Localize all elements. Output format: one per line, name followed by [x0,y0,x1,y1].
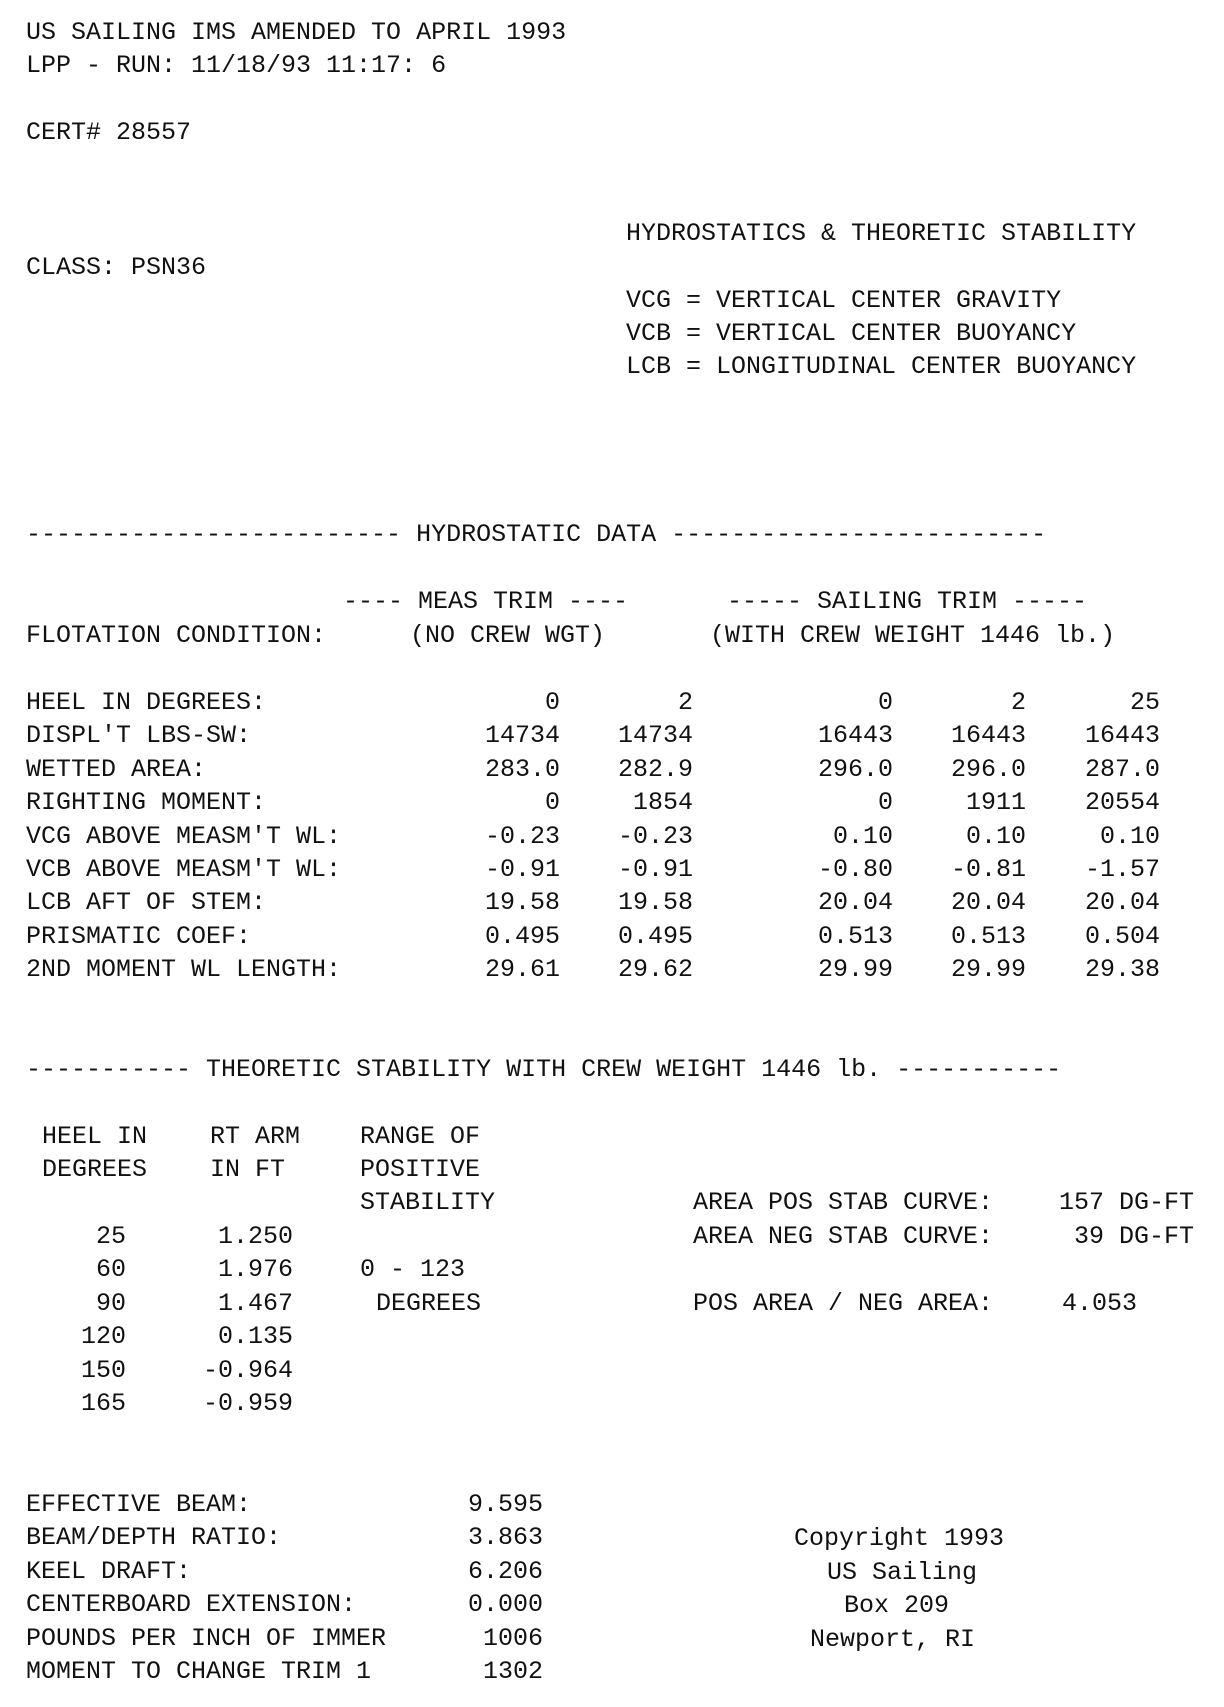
hydro-row-label: VCG ABOVE MEASM'T WL: [26,822,342,851]
ratio-value: 4.053 [1062,1289,1138,1318]
hydro-row-label: WETTED AREA: [26,755,207,784]
hydro-cell: 1854 [632,788,693,817]
stability-arm-cell: -0.964 [202,1356,293,1385]
hydro-cell: -0.80 [817,855,893,884]
meas-trim-header: ---- MEAS TRIM ---- [343,587,629,616]
hydro-row-label: 2ND MOMENT WL LENGTH: [26,955,342,984]
misc-label: BEAM/DEPTH RATIO: [26,1523,282,1552]
range-unit: DEGREES [376,1289,482,1318]
area-pos-label: AREA POS STAB CURVE: [693,1188,994,1217]
misc-label: EFFECTIVE BEAM: [26,1490,252,1519]
area-pos-value: 157 DG-FT [1058,1188,1194,1217]
hydro-cell: 29.99 [817,955,893,984]
hydro-cell: 0.513 [817,922,893,951]
arm-header-2: IN FT [210,1155,286,1184]
legend-vcb: VCB = VERTICAL CENTER BUOYANCY [626,319,1077,348]
stability-heel-cell: 150 [80,1356,126,1385]
flotation-label: FLOTATION CONDITION: [26,621,327,650]
legend-vcg: VCG = VERTICAL CENTER GRAVITY [626,286,1062,315]
misc-label: CENTERBOARD EXTENSION: [26,1590,357,1619]
legend-lcb: LCB = LONGITUDINAL CENTER BUOYANCY [626,352,1137,381]
misc-value: 0.000 [467,1590,543,1619]
area-neg-label: AREA NEG STAB CURVE: [693,1222,994,1251]
hydro-cell: 20.04 [817,888,893,917]
hydro-cell: -0.23 [617,822,693,851]
hydro-cell: 20.04 [950,888,1026,917]
misc-label: POUNDS PER INCH OF IMMER [26,1624,387,1653]
hydro-section-title: ------------------------- HYDROSTATIC DATA ------------------------- [26,520,1047,549]
stability-arm-cell: 1.976 [217,1255,293,1284]
hydro-row-label: PRISMATIC COEF: [26,922,252,951]
hydro-cell: 0.495 [617,922,693,951]
hydro-cell: 296.0 [950,755,1026,784]
stability-arm-cell: 1.467 [217,1289,293,1318]
hydro-row-label: HEEL IN DEGREES: [26,688,267,717]
stability-arm-cell: 1.250 [217,1222,293,1251]
hydro-cell: 0 [877,788,893,817]
misc-label: MOMENT TO CHANGE TRIM 1 [26,1657,372,1686]
copyright-line: Copyright 1993 [794,1524,1005,1553]
with-crew-label: (WITH CREW WEIGHT 1446 lb.) [710,621,1116,650]
misc-value: 1302 [482,1657,543,1686]
no-crew-label: (NO CREW WGT) [410,621,606,650]
hydro-cell: 16443 [817,721,893,750]
hydro-cell: 16443 [1084,721,1160,750]
hydro-cell: -0.23 [484,822,560,851]
class-label: CLASS: PSN36 [26,253,207,282]
hydro-cell: 0.10 [965,822,1026,851]
misc-value: 6.206 [467,1557,543,1586]
hydro-cell: 16443 [950,721,1026,750]
hydro-row-label: VCB ABOVE MEASM'T WL: [26,855,342,884]
stability-heel-cell: 25 [95,1222,126,1251]
hydro-cell: 283.0 [484,755,560,784]
hydro-cell: 0.495 [484,922,560,951]
range-header-3: STABILITY [360,1188,496,1217]
cert-number: CERT# 28557 [26,118,192,147]
city-line: Newport, RI [810,1625,976,1654]
hydro-cell: 14734 [617,721,693,750]
stability-heel-cell: 165 [80,1389,126,1418]
hydro-cell: 25 [1129,688,1160,717]
arm-header-1: RT ARM [210,1122,301,1151]
heel-header-2: DEGREES [42,1155,148,1184]
hydro-cell: 29.38 [1084,955,1160,984]
hydro-cell: 20.04 [1084,888,1160,917]
hydro-cell: 0.10 [832,822,893,851]
hydro-cell: -1.57 [1084,855,1160,884]
hydro-cell: 19.58 [617,888,693,917]
misc-value: 9.595 [467,1490,543,1519]
hydro-cell: -0.81 [950,855,1026,884]
legend-title: HYDROSTATICS & THEORETIC STABILITY [626,219,1137,248]
hydro-cell: 29.99 [950,955,1026,984]
hydro-cell: 14734 [484,721,560,750]
publisher-line: US Sailing [827,1558,978,1587]
stability-arm-cell: 0.135 [217,1322,293,1351]
hydro-cell: 287.0 [1084,755,1160,784]
hydro-cell: -0.91 [617,855,693,884]
stability-section-title: ----------- THEORETIC STABILITY WITH CREW WEIGHT 1446 lb. ----------- [26,1055,1062,1084]
misc-value: 1006 [482,1624,543,1653]
hydro-row-label: LCB AFT OF STEM: [26,888,267,917]
hydro-cell: 1911 [965,788,1026,817]
hydro-cell: 29.62 [617,955,693,984]
hydro-cell: 0.513 [950,922,1026,951]
hydro-cell: 0 [877,688,893,717]
hydro-cell: 29.61 [484,955,560,984]
address-line: Box 209 [844,1591,950,1620]
hydro-cell: 0.504 [1084,922,1160,951]
misc-label: KEEL DRAFT: [26,1557,192,1586]
heel-header-1: HEEL IN [42,1122,148,1151]
hydro-cell: 20554 [1084,788,1160,817]
hydro-cell: 0 [544,788,560,817]
stability-heel-cell: 90 [95,1289,126,1318]
hydro-cell: 282.9 [617,755,693,784]
hydro-cell: 0.10 [1099,822,1160,851]
hydro-row-label: RIGHTING MOMENT: [26,788,267,817]
stability-heel-cell: 120 [80,1322,126,1351]
hydro-cell: 19.58 [484,888,560,917]
hydro-cell: 2 [677,688,693,717]
hydro-row-label: DISPL'T LBS-SW: [26,721,252,750]
ratio-label: POS AREA / NEG AREA: [693,1289,994,1318]
range-header-1: RANGE OF [360,1122,481,1151]
hydro-cell: -0.91 [484,855,560,884]
run-line: LPP - RUN: 11/18/93 11:17: 6 [26,51,447,80]
report-title: US SAILING IMS AMENDED TO APRIL 1993 [26,18,567,47]
hydro-cell: 0 [544,688,560,717]
sailing-trim-header: ----- SAILING TRIM ----- [727,587,1088,616]
stability-arm-cell: -0.959 [202,1389,293,1418]
area-neg-value: 39 DG-FT [1073,1222,1194,1251]
range-value: 0 - 123 [360,1255,466,1284]
stability-heel-cell: 60 [95,1255,126,1284]
range-header-2: POSITIVE [360,1155,481,1184]
hydro-cell: 2 [1010,688,1026,717]
misc-value: 3.863 [467,1523,543,1552]
hydro-cell: 296.0 [817,755,893,784]
